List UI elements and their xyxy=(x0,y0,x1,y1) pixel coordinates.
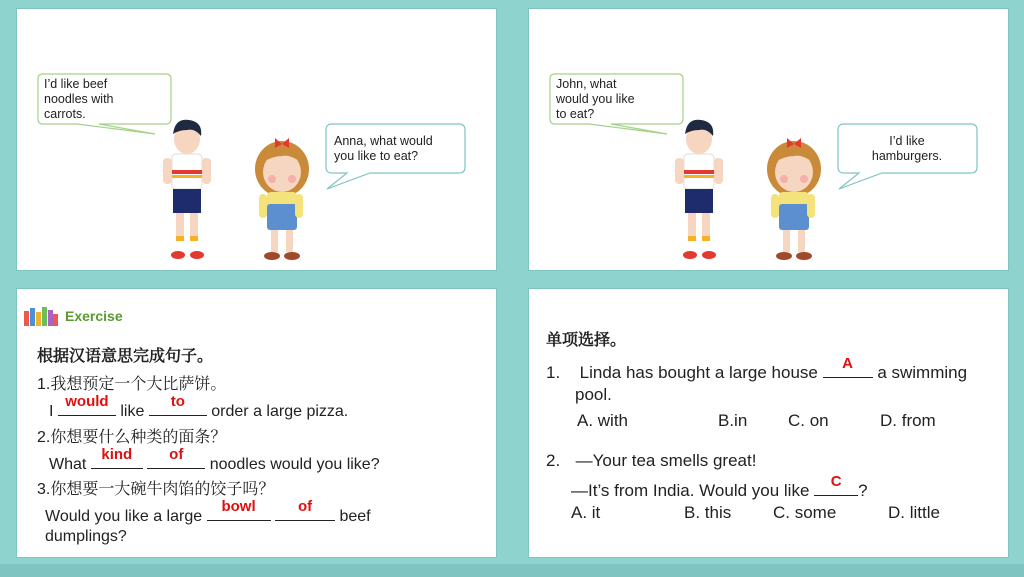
question-2-chinese: 2.你想要什么种类的面条？ xyxy=(37,429,227,446)
multiple-choice-heading: 单项选择。 xyxy=(546,332,627,349)
speech-bubble-right xyxy=(325,123,467,193)
bottom-strip xyxy=(0,564,1024,577)
exercise-header xyxy=(23,303,123,329)
mc-question-1-option-c: C. on xyxy=(788,411,829,430)
mc-question-2-option-b: B. this xyxy=(684,503,732,522)
speech-bubble-left xyxy=(549,73,689,135)
bubble-line: carrots. xyxy=(44,107,86,121)
speech-bubble-left xyxy=(37,73,177,135)
answer-blank xyxy=(91,446,143,469)
answer-text: to xyxy=(170,393,185,410)
sentence-text: —It’s from India. Would you like xyxy=(571,481,810,500)
answer-text: C xyxy=(830,473,842,490)
question-3-continuation: dumplings? xyxy=(45,528,127,545)
mc-question-2-option-a: A. it xyxy=(571,503,601,522)
boy-illustration xyxy=(669,114,729,264)
mc-question-2-line-2 xyxy=(571,473,868,501)
answer-blank xyxy=(814,473,858,496)
sentence-text: ? xyxy=(858,481,868,500)
answer-blank xyxy=(207,498,271,521)
sentence-text: order a large pizza. xyxy=(211,403,349,420)
bubble-line: hamburgers. xyxy=(871,149,943,163)
question-1-chinese: 1.我想预定一个大比萨饼。 xyxy=(37,376,227,393)
answer-blank xyxy=(275,498,335,521)
slide-dialog-2 xyxy=(528,8,1009,271)
answer-text: of xyxy=(169,446,184,463)
question-number: 1. xyxy=(546,363,561,382)
slide-exercise xyxy=(16,288,497,558)
sentence-text: —Your tea smells great! xyxy=(575,451,757,470)
bubble-line: would you like xyxy=(556,92,635,106)
boy-illustration xyxy=(157,114,217,264)
mc-question-1-option-d: D. from xyxy=(880,411,936,430)
sentence-text: Linda has bought a large house xyxy=(579,363,818,382)
answer-text: would xyxy=(65,393,109,410)
mc-question-1-option-a: A. with xyxy=(577,411,629,430)
bubble-line: I’d like xyxy=(889,134,925,148)
mc-question-1-continuation: pool. xyxy=(575,385,612,404)
mc-question-2-option-d: D. little xyxy=(888,503,940,522)
bubble-line: Anna, what would xyxy=(334,134,433,148)
answer-blank xyxy=(149,393,207,416)
bubble-line: I’d like beef xyxy=(44,77,108,91)
mc-question-1-option-b: B.in xyxy=(718,411,748,430)
slide-dialog-1 xyxy=(16,8,497,271)
mc-question-1 xyxy=(546,355,968,383)
sentence-text: Would you like a large xyxy=(45,508,203,525)
answer-text: bowl xyxy=(221,498,256,515)
answer-blank xyxy=(823,355,873,378)
bubble-line: noodles with xyxy=(44,92,114,106)
sentence-text: a swimming xyxy=(877,363,968,382)
sentence-text: What xyxy=(49,456,87,473)
answer-blank xyxy=(147,446,205,469)
question-2-sentence xyxy=(49,446,380,474)
question-3-chinese: 3.你想要一大碗牛肉馅的饺子吗？ xyxy=(37,481,275,498)
bubble-line: to eat? xyxy=(556,107,595,121)
answer-text: kind xyxy=(101,446,133,463)
answer-blank xyxy=(58,393,116,416)
sentence-text: noodles would you like? xyxy=(209,456,380,473)
slide-multiple-choice xyxy=(528,288,1009,558)
mc-question-2 xyxy=(546,451,756,471)
question-number: 2. xyxy=(546,451,561,470)
speech-bubble-right xyxy=(837,123,979,193)
sentence-text: like xyxy=(120,403,145,420)
question-1-sentence xyxy=(49,393,349,421)
answer-text: of xyxy=(297,498,313,515)
girl-illustration xyxy=(245,134,320,264)
bubble-line: John, what xyxy=(556,77,617,91)
sentence-text: I xyxy=(49,403,54,420)
question-3-sentence xyxy=(45,498,371,526)
answer-text: A xyxy=(842,355,854,372)
books-icon xyxy=(23,305,59,327)
sentence-text: beef xyxy=(339,508,371,525)
bubble-line: you like to eat? xyxy=(334,149,419,163)
girl-illustration xyxy=(757,134,832,264)
exercise-heading: 根据汉语意思完成句子。 xyxy=(37,348,214,365)
mc-question-2-option-c: C. some xyxy=(773,503,837,522)
exercise-label: Exercise xyxy=(65,308,123,324)
